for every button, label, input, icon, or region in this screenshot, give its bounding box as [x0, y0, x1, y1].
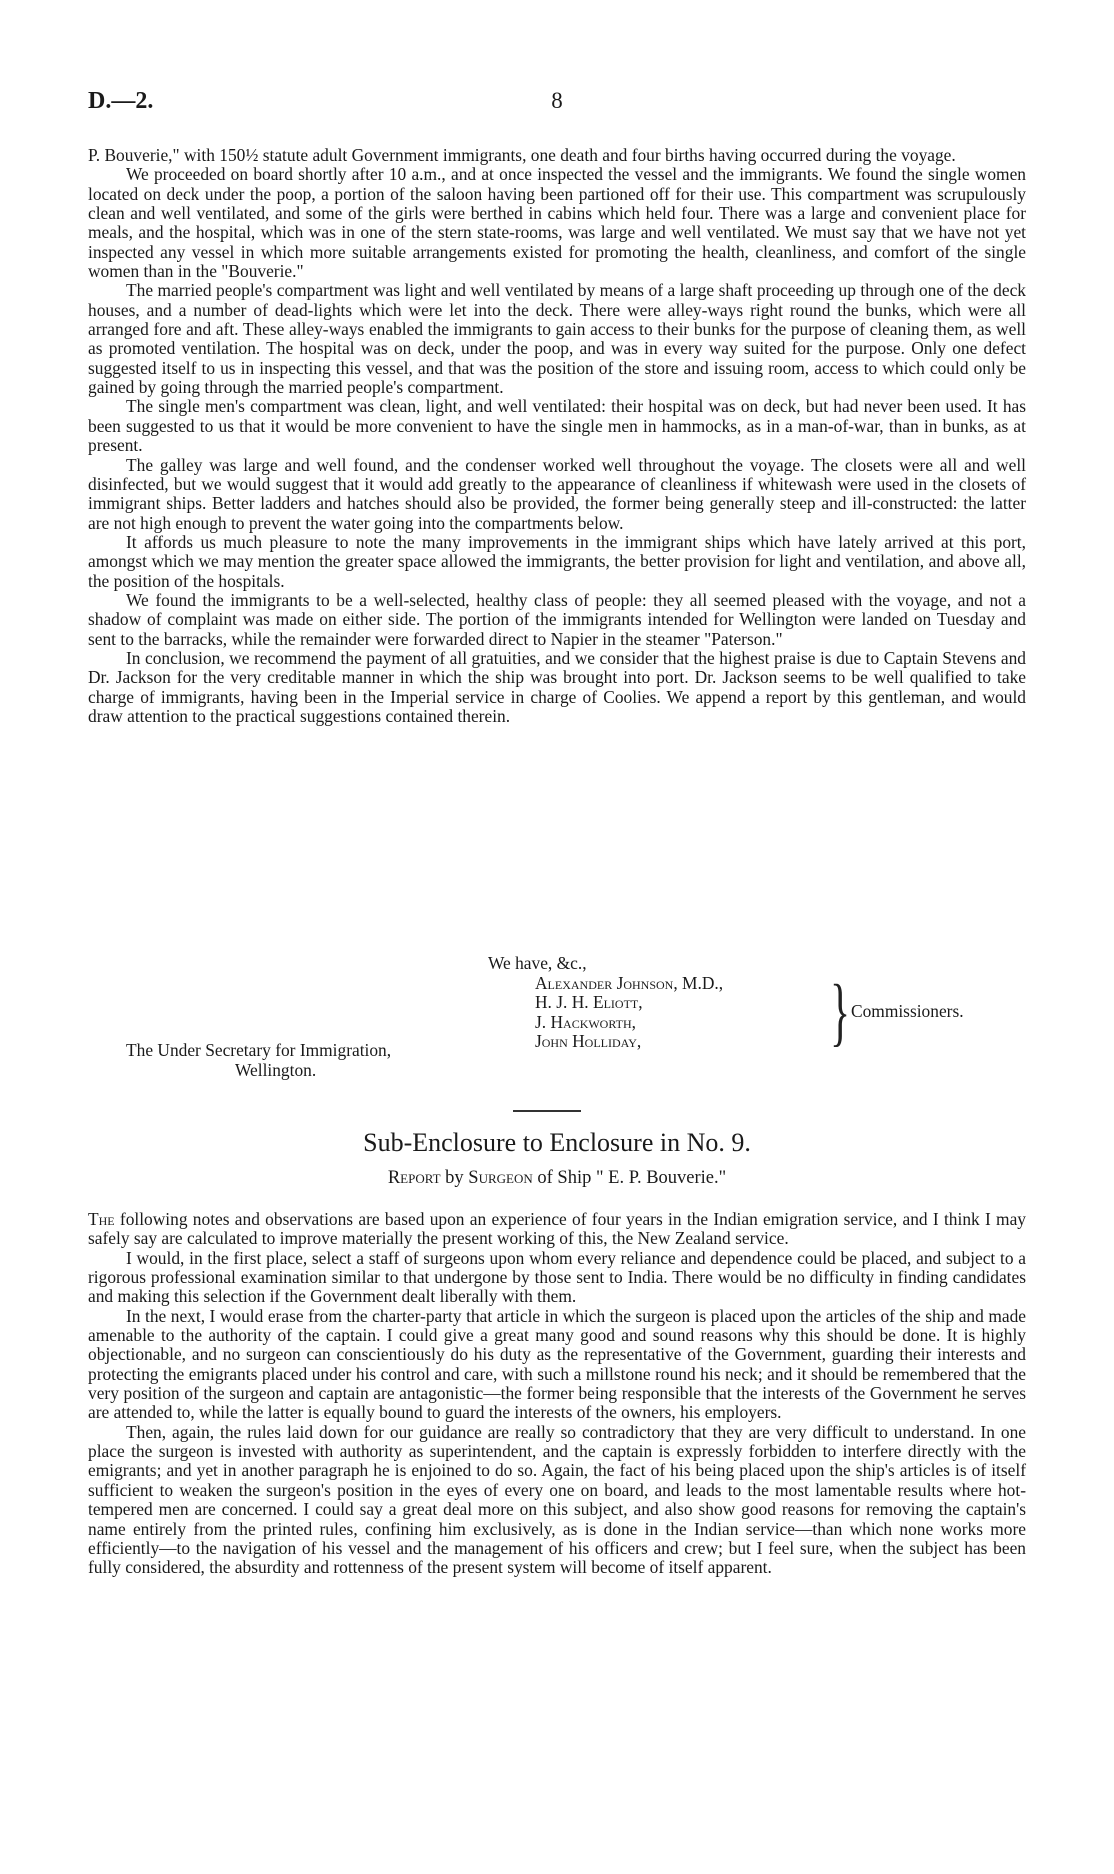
- paragraph: P. Bouverie," with 150½ statute adult Government immigrants, one death and four births having occurred during the voyage.: [88, 145, 956, 165]
- paragraph: It affords us much pleasure to note the many improvements in the immigrant ships which have lately arrived at this port, amongst which we may mention the greater space allowed the immigrants, the better provision for light and ventilation, and above all, the position of the hospitals.: [88, 531, 1026, 591]
- signatory-names: [535, 974, 723, 1051]
- paragraph: I would, in the first place, select a staff of surgeons upon whom every reliance and dependence could be placed, and subject to a rigorous professional examination similar to that undergone by those sent to India. There would be no difficulty in finding candidates and making this selection if the Government dealt liberally with them.: [88, 1247, 1026, 1307]
- subtitle-word: by: [445, 1168, 464, 1188]
- signatory-name: Alexander Johnson, M.D.,: [535, 973, 724, 993]
- addressee: [126, 1040, 391, 1080]
- section-divider: [513, 1110, 581, 1112]
- lead-word: The: [88, 1209, 115, 1229]
- subtitle-rest: of Ship " E. P. Bouverie.": [537, 1168, 727, 1188]
- subtitle-word: Report: [387, 1168, 441, 1188]
- paragraph: In the next, I would erase from the charter-party that article in which the surgeon is placed upon the articles of the ship and made amenable to the authority of the captain. I could give a great many good and sound reasons why this should be done. It is highly objectionable, and no surgeon can conscientiously do his duty as the representative of the Government, guarding their interests and protecting the emigrants placed under his control and care, with such a millstone round his neck; and it should be remembered that the very position of the surgeon and captain are antagonistic—the former being responsible that the interests of the Government he serves are attended to, while the latter is equally bound to guard the interests of the owners, his employers.: [88, 1305, 1026, 1423]
- paragraph: We proceeded on board shortly after 10 a.m., and at once inspected the vessel and the immigrants. We found the single women located on deck under the poop, a portion of the saloon having been partioned off for their use. This compartment was scrupulously clean and well ventilated, and some of the girls were berthed in cabins which held four. There was a large and convenient place for meals, and the hospital, which was in one of the stern state-rooms, was large and well ventilated. We must say that we have not yet inspected any vessel in which more suitable arrangements existed for promoting the health, cleanliness, and comfort of the single women than in the "Bouverie.": [88, 164, 1026, 282]
- page-header: [88, 88, 1026, 124]
- paragraph: [88, 1210, 1026, 1249]
- addressee-city: Wellington.: [235, 1060, 317, 1080]
- paragraph: Then, again, the rules laid down for our guidance are really so contradictory that they are very difficult to understand. In one place the surgeon is invested with authority as superintendent, and the captain is expressly forbidden to interfere directly with the emigrants; and yet in another paragraph he is enjoined to do so. Again, the fact of his being placed upon the ship's articles is of itself sufficient to weaken the surgeon's position in the eyes of every one on board, and leads to the most lamentable results where hot-tempered men are concerned. I could say a great deal more on this subject, and also show good reasons for removing the captain's name entirely from the printed rules, confining him exclusively, as is done in the Indian service—than which none works more efficiently—to the navigation of his vessel and the management of his officers and crew; but I feel sure, when the subject has been fully considered, the absurdity and rottenness of the present system will become of itself apparent.: [88, 1421, 1026, 1578]
- signatory-name: J. Hackworth,: [535, 1011, 636, 1032]
- paragraph-text: following notes and observations are based upon an experience of four years in the Indian emigration service, and I think I may safely say are calculated to improve materially the present working of this, the New Zealand service.: [88, 1209, 1026, 1249]
- commissioners-report-text: [88, 146, 1026, 726]
- sub-enclosure-subtitle: [0, 1168, 1114, 1189]
- paragraph: The married people's compartment was light and well ventilated by means of a large shaft proceeding up through one of the deck houses, and a number of dead-lights which were let into the deck. There were alley-ways right round the bunks, which were all arranged fore and aft. These alley-ways enabled the immigrants to gain access to their bunks for the purpose of cleaning them, as well as promoted ventilation. The hospital was on deck, under the poop, and was in every way suited for the purpose. Only one defect suggested itself to us in inspecting this vessel, and that was the position of the store and issuing room, access to which could only be gained by going through the married people's compartment.: [88, 280, 1026, 398]
- signatory-name: H. J. H. Eliott,: [535, 992, 643, 1013]
- paragraph: The single men's compartment was clean, light, and well ventilated: their hospital was on deck, but had never been used. It has been suggested to us that it would be more convenient to have the single men in hammocks, as in a man-of-war, than in bunks, as at present.: [88, 396, 1026, 456]
- paragraph: We found the immigrants to be a well-selected, healthy class of people: they all seemed pleased with the voyage, and not a shadow of complaint was made on either side. The portion of the immigrants intended for Wellington were landed on Tuesday and sent to the barracks, while the remainder were forwarded direct to Napier in the steamer "Paterson.": [88, 589, 1026, 649]
- subtitle-word: Surgeon: [468, 1168, 533, 1188]
- signatory-name: John Holliday,: [535, 1031, 642, 1052]
- sub-enclosure-title: Sub-Enclosure to Enclosure in No. 9.: [363, 1128, 751, 1157]
- paragraph: In conclusion, we recommend the payment of all gratuities, and we consider that the highest praise is due to Captain Stevens and Dr. Jackson for the very creditable manner in which the ship was brought into port. Dr. Jackson seems to be well qualified to take charge of immigrants, having been in the Imperial service in charge of Coolies. We append a report by this gentleman, and would draw attention to the practical suggestions contained therein.: [88, 647, 1026, 726]
- signature-closing: We have, &c.,: [488, 953, 587, 973]
- signatory-role: Commissioners.: [851, 1001, 964, 1021]
- addressee-line: The Under Secretary for Immigration,: [126, 1040, 392, 1060]
- brace-glyph: }: [830, 970, 851, 1054]
- paragraph: The galley was large and well found, and the condenser worked well throughout the voyage. The closets were all and well disinfected, but we would suggest that it would add greatly to the appearance of cleanliness if whitewash were used in the closets of immigrant ships. Better ladders and hatches should also be provided, the former being generally steep and ill-constructed: the latter are not high enough to prevent the water going into the compartments below.: [88, 454, 1026, 533]
- document-id: D.—2.: [88, 88, 154, 114]
- surgeon-report-text: [88, 1210, 1026, 1578]
- page-number: 8: [551, 88, 563, 113]
